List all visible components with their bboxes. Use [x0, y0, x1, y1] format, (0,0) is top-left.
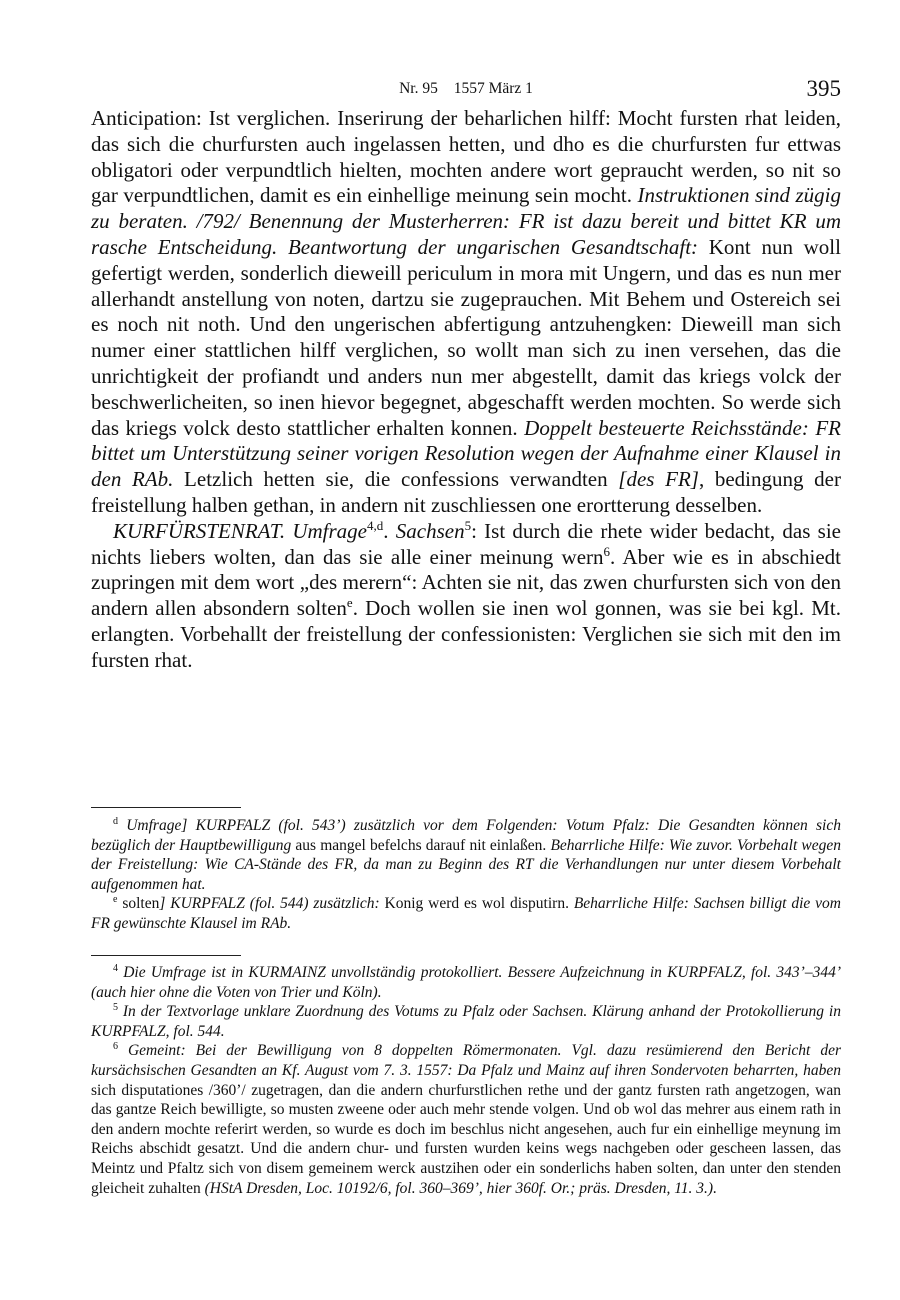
footnote-divider-historical: [91, 955, 241, 956]
document-number: Nr. 95: [399, 80, 438, 97]
footnote-4: [91, 963, 841, 1002]
footnote-6: [91, 1041, 841, 1198]
footnote-marker: 5: [464, 517, 472, 533]
footnote-e: [91, 894, 841, 933]
footnote-marker: e: [113, 894, 118, 906]
editorial-text-segment: Die Umfrage ist in KURMAINZ unvollständig protokolliert. Bessere Aufzeichnung in KURPFALZ, fol. 343’–344’ (auch hier ohne die Voten von Trier und Köln).: [91, 964, 841, 1001]
footnote-marker: 6: [113, 1041, 118, 1053]
document-date: 1557 März 1: [453, 80, 533, 97]
editorial-text-segment: Umfrage] KURPFALZ (fol. 543’) zusätzlich vor dem Folgenden: Votum Pfalz: Die Gesandten können sich bezüglich der Hauptbewilligung: [91, 817, 841, 854]
source-text-segment: solten: [117, 895, 160, 913]
source-text-segment: : Ist durch die rhete wider bedacht, das sie nichts liebers wolten, dan das sie alle einer meinung wern: [91, 518, 841, 569]
source-text-segment: Kont nun woll gefertigt werden, sonderlich dieweill periculum in mora mit Ungern, und das es nun mer allerhandt anstellung von noten, dartzu sie zugeprauchen. Mit Behem und Ostereich sei es noch nit noth. Und den ungerischen abfertigung antzuhengken: Dieweill man sich numer einer stattlichen hilff verglichen, so wollt man sich zu inen versehen, das die unrichtigkeit der profiandt und anders nun mer abgestellt, damit das kriegs volck der beschwerlicheiten, so inen hievor begegnet, abgeschafft werden mochten. So werde sich das kriegs volck desto stattlicher erhalten konnen.: [91, 234, 841, 440]
editorial-text-segment: ] KURPFALZ (fol. 544) zusätzlich:: [159, 895, 380, 913]
source-text-segment: Konig werd es wol disputirn.: [379, 895, 574, 913]
editorial-text-segment: Beharrliche Hilfe: Wie zuvor. Vorbehalt wegen der Freistellung: Wie CA-Stände des FR, da man zu Beginn des RT die Verhandlungen nur unter diesem Vorbehalt aufgenommen hat.: [91, 836, 842, 893]
footnote-divider-textual: [91, 807, 241, 808]
source-text-segment: , bedingung der freistellung halben gethan, in andern nit zuschliessen one erortterung desselben.: [91, 467, 841, 517]
source-text-segment: Letzlich hetten sie, die confessions verwandten: [173, 467, 619, 492]
source-text-segment: aus mangel befelchs darauf nit einlaßen.: [291, 836, 551, 854]
editorial-text-segment: Gemeint: Bei der Bewilligung von 8 doppelten Römermonaten. Vgl. dazu resümierend den Bericht der kursächsischen Gesandten an Kf. August vom 7. 3. 1557: Da Pfalz und Mainz auf ihren Sondervoten beharrten, haben: [91, 1042, 841, 1079]
paragraph-2: [91, 519, 841, 674]
textual-notes: [91, 816, 841, 934]
footnote-marker: d: [113, 815, 118, 827]
running-header: [91, 76, 841, 106]
editorial-text-segment: Instruktionen sind zügig zu beraten. /792/ Benennung der Musterherren: FR ist dazu bereit und bittet KR um rasche Entscheidung. Beantwortung der ungarischen Gesandtschaft:: [91, 183, 841, 259]
editorial-text-segment: (HStA Dresden, Loc. 10192/6, fol. 360–369’, hier 360f. Or.; präs. Dresden, 11. 3.).: [204, 1179, 717, 1197]
footnote-marker: 5: [113, 1002, 118, 1014]
editorial-text-segment: Doppelt besteuerte Reichsstände: FR bittet um Unterstützung seiner vorigen Resolution wegen der Aufnahme einer Klausel in den RAb.: [91, 415, 841, 492]
source-text-segment: . Aber wie es in abschiedt zupringen mit dem wort „des merern“: Achten sie nit, das zwen churfursten sich von den andern allen absondern solten: [91, 544, 841, 621]
editorial-text-segment: KURFÜRSTENRAT. Umfrage: [113, 518, 367, 543]
historical-notes: [91, 963, 841, 1198]
footnote-marker: 4,d: [367, 517, 384, 533]
footnote-d: [91, 816, 841, 894]
source-text-segment: . Doch wollen sie inen wol gonnen, was sie bei kgl. Mt. erlangten. Vorbehallt der freistellung der confessionisten: Verglichen sie sich mit den im fursten rhat.: [91, 596, 841, 672]
header-title: [91, 80, 841, 98]
footnote-5: [91, 1002, 841, 1041]
page-number: 395: [806, 76, 841, 101]
editorial-text-segment: Beharrliche Hilfe: Sachsen billigt die vom FR gewünschte Klausel im RAb.: [91, 895, 841, 932]
source-text-segment: Anticipation: Ist verglichen. Inserirung der beharlichen hilff: Mocht fursten rhat leiden, das sich die churfursten auch ingelassen hetten, und dho es die churfursten fur ettwas obligatori oder verpundtlich hielten, mochten andere wort gepraucht werden, so nit so gar verpundtlichen, damit es ein einhellige meinung sein mocht.: [91, 106, 841, 208]
source-text-segment: sich disputationes /360’/ zugetragen, dan die andern churfurstlichen rethe und der gantz fursten rath angetzogen, wan das gantze Reich bewilligte, so musten zweene oder auch mehr stende volgen. Und ob wol das mehrer aus einem rath in den andern mochte referirt werden, so wurde es doch im beschlus nicht angesehen, auch fur ein einhellige meynung im Reichs abschidt gesatzt. Und die andern chur- und fursten wurden keins wegs nachgeben oder gescheen lassen, das Meintz und Pfaltz sich von disem gemeinem werck austzihen oder ein sonderlichs haben solten, dan unter den stenden gleicheit zuhalten: [91, 1081, 841, 1197]
footnote-marker: 4: [113, 962, 118, 974]
footnote-marker: e: [346, 595, 353, 611]
editorial-text-segment: [des FR]: [618, 467, 699, 492]
paragraph-1: [91, 106, 841, 519]
main-text: [91, 106, 841, 674]
book-page: [91, 76, 842, 1197]
editorial-text-segment: Sachsen: [395, 518, 465, 543]
source-text-segment: .: [383, 518, 396, 543]
footnote-marker: 6: [603, 543, 611, 559]
editorial-text-segment: In der Textvorlage unklare Zuordnung des Votums zu Pfalz oder Sachsen. Klärung anhand der Protokollierung in KURPFALZ, fol. 544.: [91, 1003, 841, 1040]
